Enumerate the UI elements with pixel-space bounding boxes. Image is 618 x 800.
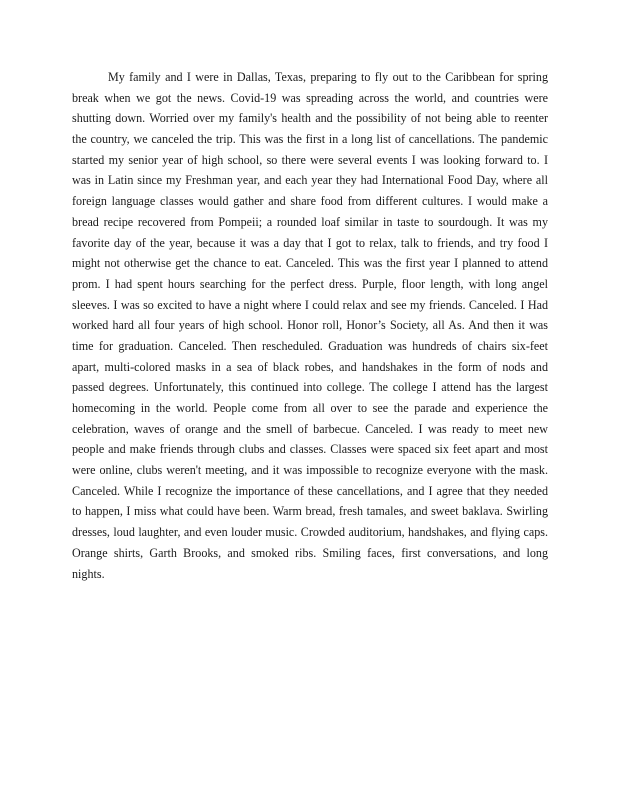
- paragraph-line: bread recipe recovered from Pompeii; a rounded loaf similar in taste to sourdough. It was my: [72, 214, 548, 229]
- paragraph-line: sleeves. I was so excited to have a night where I could relax and see my friends. Canceled. I Had: [72, 297, 548, 312]
- paragraph-line: worked hard all four years of high school. Honor roll, Honor’s Society, all As. And then it was: [72, 318, 548, 333]
- essay-paragraph: [72, 67, 548, 584]
- paragraph-line: apart, multi-colored masks in a sea of black robes, and handshakes in the form of nods and: [72, 359, 548, 374]
- paragraph-line: foreign language classes would gather and share food from different cultures. I would make a: [72, 194, 548, 209]
- paragraph-line: time for graduation. Canceled. Then rescheduled. Graduation was hundreds of chairs six-feet: [72, 338, 548, 353]
- paragraph-line: was in Latin since my Freshman year, and each year they had International Food Day, where all: [72, 173, 548, 188]
- paragraph-line: nights.: [72, 566, 105, 581]
- paragraph-line: passed degrees. Unfortunately, this continued into college. The college I attend has the largest: [72, 380, 548, 395]
- paragraph-line: people and make friends through clubs and classes. Classes were spaced six feet apart and most: [72, 442, 548, 457]
- paragraph-line: homecoming in the world. People come from all over to see the parade and experience the: [72, 401, 548, 415]
- paragraph-line: started my senior year of high school, so there were several events I was looking forward to. I: [72, 152, 548, 167]
- paragraph-line: were online, clubs weren't meeting, and it was impossible to recognize everyone with the mask.: [72, 463, 548, 478]
- paragraph-line: Canceled. While I recognize the importance of these cancellations, and I agree that they needed: [72, 483, 548, 498]
- paragraph-line: celebration, waves of orange and the smell of barbecue. Canceled. I was ready to meet new: [72, 421, 548, 436]
- paragraph-line: favorite day of the year, because it was a day that I got to relax, talk to friends, and try food I: [72, 235, 548, 250]
- paragraph-line: Orange shirts, Garth Brooks, and smoked ribs. Smiling faces, first conversations, and long: [72, 545, 548, 560]
- paragraph-line: break when we got the news. Covid-19 was spreading across the world, and countries were: [72, 90, 548, 105]
- paragraph-line: My family and I were in Dallas, Texas, preparing to fly out to the Caribbean for spring: [108, 70, 548, 84]
- paragraph-line: prom. I had spent hours searching for the perfect dress. Purple, floor length, with long angel: [72, 276, 548, 291]
- paragraph-line: dresses, loud laughter, and even louder music. Crowded auditorium, handshakes, and flying caps.: [72, 525, 548, 540]
- paragraph-line: the country, we canceled the trip. This was the first in a long list of cancellations. The pandemic: [72, 132, 548, 147]
- paragraph-line: to happen, I miss what could have been. Warm bread, fresh tamales, and sweet baklava. Swirling: [72, 504, 548, 519]
- paragraph-line: shutting down. Worried over my family's health and the possibility of not being able to reenter: [72, 111, 548, 126]
- paragraph-line: might not otherwise get the chance to eat. Canceled. This was the first year I planned to attend: [72, 256, 548, 271]
